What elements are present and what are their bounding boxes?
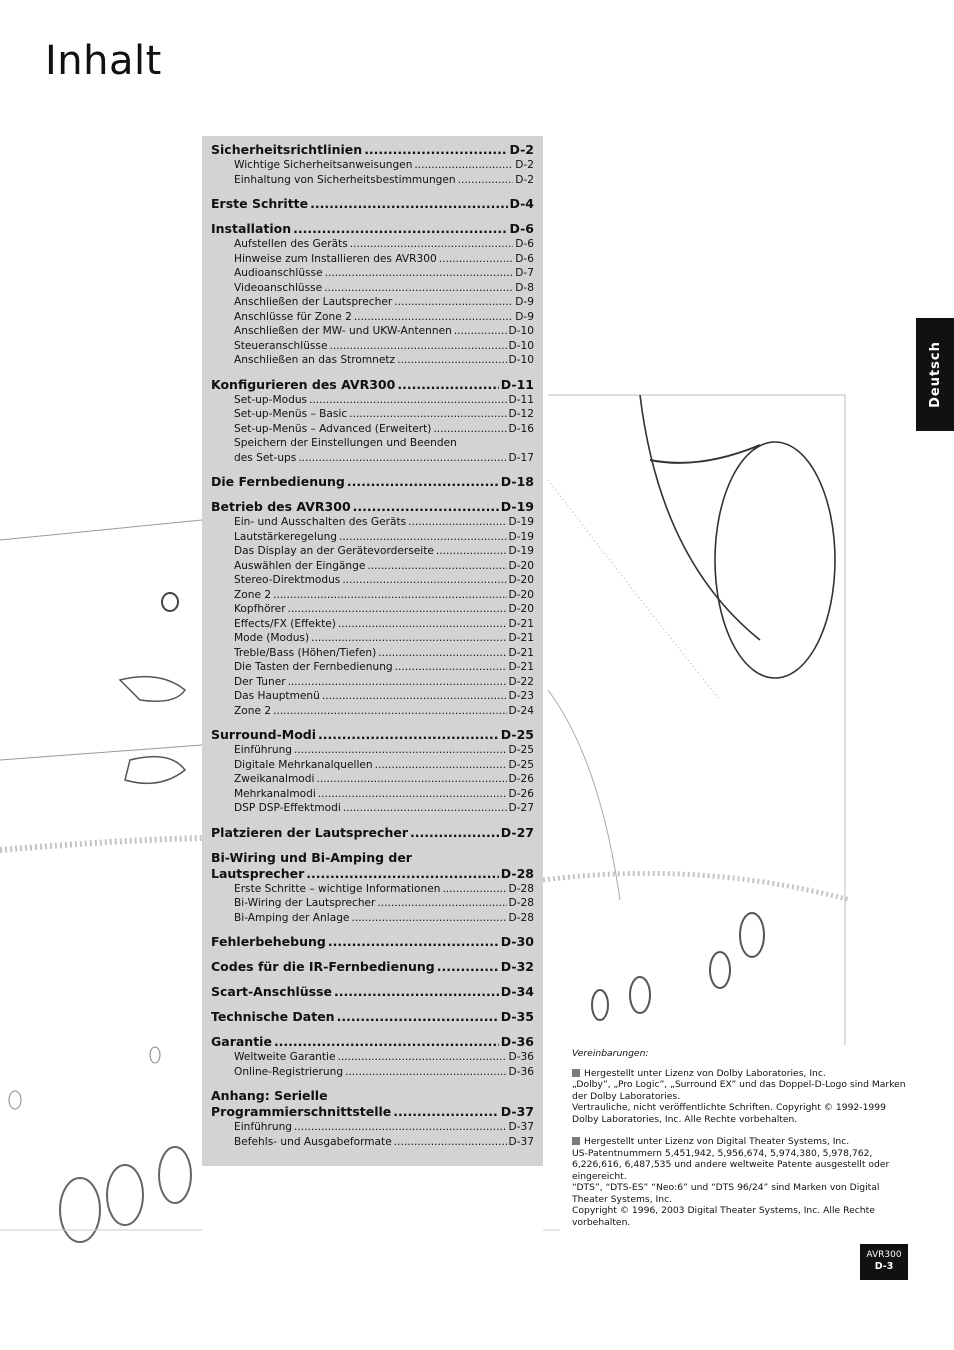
toc-section-title-page: D-34 [500, 984, 534, 999]
toc-entry-page: D-21 [508, 661, 534, 673]
dot-leader [437, 959, 499, 975]
dot-leader [273, 704, 506, 719]
toc-entry [211, 252, 534, 267]
toc-entry [211, 758, 534, 773]
dot-leader [288, 602, 507, 617]
toc-entry [211, 911, 534, 926]
toc-entry-label: Auswählen der Eingänge [234, 559, 366, 572]
toc-entry-label: Zone 2 [234, 704, 272, 717]
toc-entry-page: D-19 [508, 545, 534, 557]
toc-section-title [211, 499, 534, 515]
toc-entry [211, 646, 534, 661]
toc-entry-page: D-24 [508, 704, 534, 717]
toc-section-title [211, 866, 534, 882]
dot-leader [294, 743, 507, 758]
toc-entry [211, 281, 534, 296]
toc-entry-page: D-21 [508, 632, 534, 644]
dot-leader [397, 377, 498, 393]
toc-section-title [211, 959, 534, 975]
toc-entry-label: Mode (Modus) [234, 632, 310, 644]
conventions-notes [572, 1048, 907, 1239]
toc-entry-page: D-26 [508, 773, 534, 785]
toc-entry [211, 324, 534, 339]
toc-entry-label: Das Hauptmenü [234, 690, 320, 702]
language-label: Deutsch [927, 341, 943, 408]
toc-section-title-label: Betrieb des AVR300 [211, 499, 351, 514]
toc-section-title-label: Platzieren der Lautsprecher [211, 824, 408, 840]
toc-entry-page: D-8 [515, 281, 534, 294]
dot-leader [338, 617, 507, 632]
toc-entry-label: Aufstellen des Geräts [234, 238, 348, 250]
dot-leader [394, 295, 513, 310]
dot-leader [322, 689, 507, 704]
toc-section-title-label: Surround-Modi [211, 727, 317, 742]
toc-section-title [211, 1034, 534, 1050]
toc-entry-label: Hinweise zum Installieren des AVR300 [234, 252, 437, 265]
toc-entry-page: D-10 [508, 325, 534, 337]
dot-leader [353, 499, 499, 515]
dot-leader [367, 559, 506, 574]
toc-section-title-label: Fehlerbehebung [211, 934, 326, 949]
toc-entry [211, 393, 534, 408]
dot-leader [298, 451, 506, 466]
toc-section-title-line: Bi-Wiring und Bi-Amping der [211, 849, 412, 865]
dot-leader [350, 237, 514, 252]
toc-section [211, 727, 534, 816]
dot-leader [410, 825, 499, 841]
toc-entry-label: Einführung [234, 1121, 293, 1133]
toc-section [211, 850, 534, 926]
toc-section-title [211, 984, 534, 1000]
toc-section [211, 1034, 534, 1079]
dot-leader [318, 727, 499, 743]
toc-section [211, 474, 534, 490]
toc-entry-label: Treble/Bass (Höhen/Tiefen) [234, 646, 377, 659]
toc-entry [211, 1065, 534, 1080]
toc-entry [211, 588, 534, 603]
toc-section [211, 142, 534, 187]
dot-leader [306, 866, 499, 882]
toc-entry-page: D-28 [508, 897, 534, 909]
toc-entry-page: D-10 [508, 339, 534, 352]
toc-entry [211, 1120, 534, 1135]
toc-entry-label: Effects/FX (Effekte) [234, 617, 336, 630]
dot-leader [442, 882, 506, 897]
dot-leader [439, 252, 514, 267]
toc-entry-page: D-21 [508, 646, 534, 659]
dot-leader [351, 911, 506, 926]
model-name: AVR300 [866, 1250, 902, 1260]
toc-entry-page: D-6 [515, 252, 534, 265]
toc-section-title [211, 934, 534, 950]
toc-entry-label: Anschließen der Lautsprecher [234, 296, 393, 308]
toc-entry [211, 173, 534, 188]
toc-entry [211, 787, 534, 802]
dot-leader [318, 787, 507, 802]
toc-entry-page: D-2 [515, 159, 534, 171]
toc-entry [211, 1050, 534, 1065]
toc-entry-page: D-6 [515, 238, 534, 250]
page-number: D-3 [874, 1261, 894, 1272]
dot-leader [408, 515, 506, 530]
dot-leader [273, 588, 506, 603]
toc-entry [211, 882, 534, 897]
toc-entry-page: D-10 [508, 354, 534, 366]
toc-entry [211, 704, 534, 719]
toc-entry-label: des Set-ups [234, 451, 297, 464]
toc-section-title-page: D-25 [500, 727, 534, 742]
toc-entry [211, 295, 534, 310]
toc-section-title [211, 727, 534, 743]
toc-entry-label: Lautstärkeregelung [234, 530, 338, 543]
toc-section-title-page: D-4 [509, 196, 534, 211]
dot-leader [334, 984, 499, 1000]
toc-section [211, 221, 534, 368]
page-title: Inhalt [45, 38, 162, 84]
toc-entry-label: Weltweite Garantie [234, 1051, 336, 1063]
toc-entry [211, 675, 534, 690]
toc-entry [211, 266, 534, 281]
toc-section-title [211, 142, 534, 158]
language-tab [916, 318, 954, 431]
toc-section-title-page: D-35 [500, 1009, 534, 1024]
dot-leader [345, 1065, 506, 1080]
toc-entry-label: Bi-Amping der Anlage [234, 911, 350, 924]
toc-entry-label: Einhaltung von Sicherheitsbestimmungen [234, 173, 456, 186]
page-number-box [860, 1244, 908, 1280]
toc-entry-page: D-28 [508, 882, 534, 895]
dot-leader [347, 474, 499, 490]
toc-section [211, 984, 534, 1000]
toc-section-title-page: D-28 [500, 865, 534, 881]
notes-heading: Vereinbarungen: [572, 1048, 649, 1059]
toc-entry-label: Zone 2 [234, 588, 272, 601]
dolby-note: Hergestellt unter Lizenz von Dolby Laboratories, Inc. „Dolby”, „Pro Logic”, „Surround EX” und das Doppel-D-Logo sind Marken der Dolby Laboratories. Vertrauliche, nicht veröffentlichte Schriften. Copyright © 1992-1999 Dolby Laboratories, Inc. Alle Rechte vorbehalten. [572, 1067, 906, 1125]
dot-leader [414, 158, 513, 173]
toc-section [211, 377, 534, 466]
dot-leader [458, 173, 514, 188]
toc-entry-label: Audioanschlüsse [234, 267, 323, 279]
dot-leader [393, 1104, 499, 1120]
toc-section-title-page: D-18 [500, 474, 534, 489]
toc-entry-page: D-20 [508, 574, 534, 586]
toc-entry [211, 801, 534, 816]
dot-leader [397, 353, 506, 368]
toc-entry [211, 544, 534, 559]
toc-section-title [211, 825, 534, 841]
toc-entry-page: D-22 [508, 675, 534, 688]
toc-entry-page: D-37 [508, 1121, 534, 1133]
toc-entry-label: Anschließen der MW- und UKW-Antennen [234, 325, 452, 337]
toc-entry-page: D-19 [508, 530, 534, 543]
dot-leader [316, 772, 506, 787]
toc-section-title-page: D-2 [509, 142, 534, 157]
toc-entry-label: Anschlüsse für Zone 2 [234, 310, 352, 323]
toc-entry-label: Stereo-Direktmodus [234, 574, 341, 586]
toc-entry-label: Wichtige Sicherheitsanweisungen [234, 159, 413, 171]
toc-section [211, 934, 534, 950]
dot-leader [311, 631, 506, 646]
toc-section-title-page: D-36 [500, 1034, 534, 1049]
toc-entry-page: D-36 [508, 1065, 534, 1078]
toc-entry [211, 743, 534, 758]
toc-section-title [211, 221, 534, 237]
toc-entry-page: D-16 [508, 422, 534, 435]
toc-entry-label: Online-Registrierung [234, 1065, 344, 1078]
toc-section-title-page: D-37 [500, 1104, 534, 1119]
toc-entry-label: Videoanschlüsse [234, 281, 323, 294]
toc-section-title-label: Programmierschnittstelle [211, 1104, 392, 1119]
toc-section-title [211, 1104, 534, 1120]
toc-section-title-label: Installation [211, 221, 292, 236]
toc-entry [211, 617, 534, 632]
toc-section-title-page: D-32 [500, 959, 534, 974]
toc-entry-page: D-23 [508, 690, 534, 702]
toc-entry [211, 689, 534, 704]
dot-leader [310, 196, 507, 212]
dot-leader [338, 1050, 507, 1065]
toc-entry-page: D-21 [508, 617, 534, 630]
toc-section-title [211, 377, 534, 393]
dot-leader [394, 1135, 507, 1150]
toc-entry-label: Ein- und Ausschalten des Geräts [234, 516, 407, 528]
toc-section [211, 825, 534, 841]
dot-leader [324, 281, 513, 296]
toc-entry-page: D-36 [508, 1051, 534, 1063]
toc-entry [211, 339, 534, 354]
toc-section-title-label: Konfigurieren des AVR300 [211, 376, 396, 392]
dot-leader [274, 1034, 499, 1050]
toc-entry-page: D-12 [508, 408, 534, 420]
dot-leader [349, 407, 506, 422]
toc-entry [211, 237, 534, 252]
dot-leader [325, 266, 514, 281]
toc-entry [211, 353, 534, 368]
toc-section [211, 1088, 534, 1149]
toc-section-title-page: D-11 [500, 376, 534, 392]
toc-section-title-label: Garantie [211, 1034, 272, 1049]
toc-entry-label: Mehrkanalmodi [234, 787, 316, 800]
toc-section-title-label: Technische Daten [211, 1009, 335, 1024]
toc-entry-page: D-20 [508, 603, 534, 615]
dot-leader [329, 339, 506, 354]
toc-entry-label: Der Tuner [234, 675, 286, 688]
toc-entry [211, 451, 534, 466]
toc-entry-label: Steueranschlüsse [234, 339, 328, 352]
dot-leader [454, 324, 507, 339]
toc-entry [211, 602, 534, 617]
toc-entry [211, 407, 534, 422]
toc-entry-label: DSP DSP-Effektmodi [234, 802, 341, 814]
toc-entry-label: Einführung [234, 744, 293, 756]
dts-note: Hergestellt unter Lizenz von Digital Theater Systems, Inc. US-Patentnummern 5,451,942, 5,956,674, 5,974,380, 5,978,762, 6,226,616, 6,487,535 und andere weltweite Patente ausgestellt oder eingereicht. “DTS”, “DTS-ES” “Neo:6” und “DTS 96/24” sind Marken von Digital Theater Systems, Inc. Copyright © 1996, 2003 Digital Theater Systems, Inc. Alle Rechte vorbehalten. [572, 1136, 890, 1228]
toc-entry-label: Kopfhörer [234, 603, 286, 615]
toc-entry-line: Speichern der Einstellungen und Beenden [234, 437, 457, 449]
dot-leader [339, 530, 506, 545]
dot-leader [395, 660, 507, 675]
toc-entry-page: D-20 [508, 559, 534, 572]
dot-leader [293, 221, 507, 237]
dot-leader [354, 310, 513, 325]
toc-entry [211, 896, 534, 911]
toc-section-title [211, 474, 534, 490]
dot-leader [343, 801, 507, 816]
toc-entry-label: Set-up-Menüs – Advanced (Erweitert) [234, 422, 432, 435]
toc-entry-page: D-25 [508, 744, 534, 756]
toc-section-title-page: D-30 [500, 934, 534, 949]
toc-section [211, 196, 534, 212]
toc-section [211, 959, 534, 975]
toc-section-title-page: D-27 [500, 824, 534, 840]
toc-entry-page: D-27 [508, 802, 534, 814]
toc-entry [211, 573, 534, 588]
toc-section-title-label: Erste Schritte [211, 196, 309, 211]
dot-leader [433, 422, 506, 437]
toc-entry [211, 772, 534, 787]
square-bullet-icon [572, 1137, 580, 1145]
toc-section-title-label: Sicherheitsrichtlinien [211, 142, 363, 157]
toc-section [211, 499, 534, 718]
toc-entry-label: Das Display an der Gerätevorderseite [234, 545, 434, 557]
toc-entry [211, 422, 534, 437]
toc-entry-label: Die Tasten der Fernbedienung [234, 661, 393, 673]
dot-leader [378, 646, 506, 661]
toc-entry-page: D-28 [508, 911, 534, 924]
toc-section-title [211, 196, 534, 212]
toc-entry [211, 1135, 534, 1150]
dot-leader [342, 573, 506, 588]
dot-leader [377, 896, 506, 911]
toc-entry-page: D-19 [508, 516, 534, 528]
toc-entry [211, 660, 534, 675]
toc-entry-page: D-11 [508, 393, 534, 406]
dot-leader [364, 142, 507, 158]
toc-entry-label: Befehls- und Ausgabeformate [234, 1135, 392, 1148]
toc-entry [211, 310, 534, 325]
toc-section-title-label: Lautsprecher [211, 865, 305, 881]
dot-leader [375, 758, 507, 773]
toc-entry-page: D-26 [508, 787, 534, 800]
table-of-contents [211, 142, 534, 1158]
dot-leader [436, 544, 507, 559]
toc-entry-page: D-9 [515, 296, 534, 308]
dot-leader [288, 675, 507, 690]
toc-section-title-label: Codes für die IR-Fernbedienung [211, 959, 435, 974]
toc-entry-page: D-2 [515, 173, 534, 186]
toc-entry [211, 515, 534, 530]
toc-entry-label: Set-up-Menüs – Basic [234, 408, 348, 420]
toc-section-title-page: D-6 [509, 221, 534, 236]
dot-leader [294, 1120, 507, 1135]
toc-section-title-line: Anhang: Serielle [211, 1088, 328, 1103]
toc-entry [211, 158, 534, 173]
toc-entry-page: D-25 [508, 758, 534, 771]
square-bullet-icon [572, 1069, 580, 1077]
toc-entry-label: Digitale Mehrkanalquellen [234, 758, 373, 771]
toc-section-title-page: D-19 [500, 499, 534, 514]
toc-entry-page: D-37 [508, 1135, 534, 1148]
toc-entry-label: Set-up-Modus [234, 393, 308, 406]
toc-entry-label: Zweikanalmodi [234, 773, 315, 785]
toc-section-title [211, 1009, 534, 1025]
toc-entry-page: D-7 [515, 267, 534, 279]
toc-entry [211, 631, 534, 646]
dot-leader [328, 934, 499, 950]
toc-entry-label: Erste Schritte – wichtige Informationen [234, 882, 441, 895]
toc-entry [211, 530, 534, 545]
toc-section-title-label: Scart-Anschlüsse [211, 984, 333, 999]
toc-entry-label: Bi-Wiring der Lautsprecher [234, 897, 376, 909]
toc-entry-label: Anschließen an das Stromnetz [234, 354, 396, 366]
toc-entry [211, 559, 534, 574]
toc-entry-page: D-20 [508, 588, 534, 601]
dot-leader [309, 393, 506, 408]
toc-section-title-label: Die Fernbedienung [211, 474, 345, 489]
toc-section [211, 1009, 534, 1025]
toc-entry-page: D-17 [508, 451, 534, 464]
dot-leader [337, 1009, 499, 1025]
toc-entry-page: D-9 [515, 310, 534, 323]
